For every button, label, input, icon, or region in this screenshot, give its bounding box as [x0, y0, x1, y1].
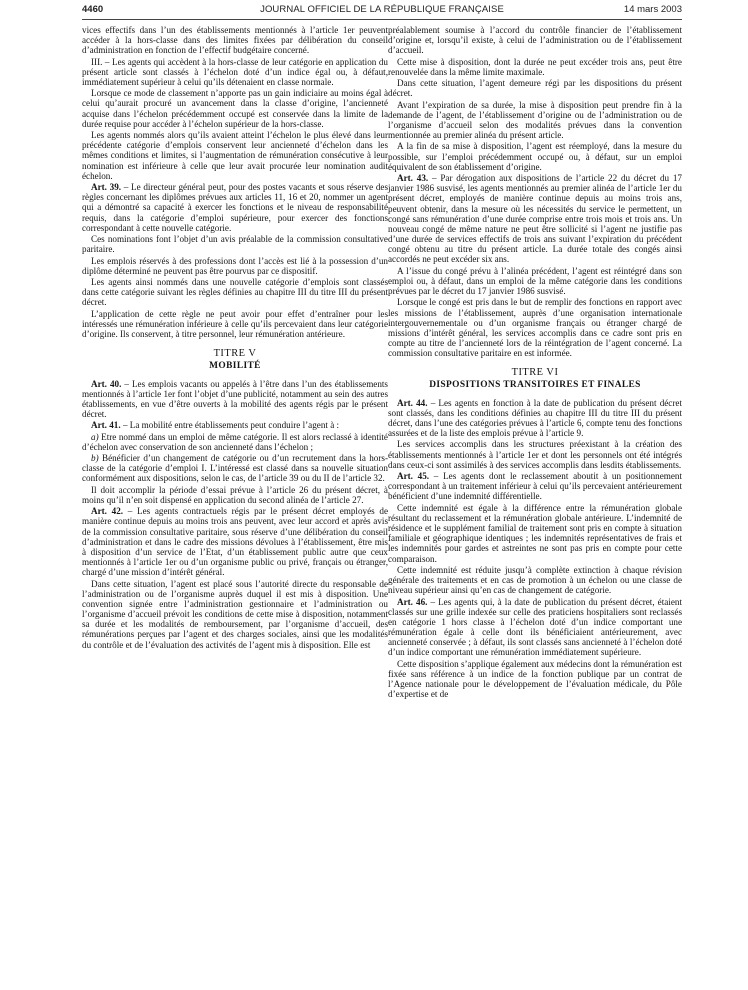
article-text: – Le directeur général peut, pour des postes vacants et sous réserve des règles concernant les diplômes prévues aux articles 11, 16 et 20, nommer un agent qui a démontré sa capacité à exercer les fonctions et le niveau de responsabilité requis, dans la catégorie d’emploi supérieure, pour exercer des fonctions correspondant à cette nouvelle catégorie. [82, 182, 388, 233]
issue-date: 14 mars 2003 [623, 4, 682, 15]
title-v-heading: TITRE V [213, 348, 257, 360]
article-label: Art. 41. [91, 420, 121, 431]
transitional-provisions-heading: DISPOSITIONS TRANSITOIRES ET FINALES [429, 380, 641, 391]
article-label: Art. 45. [397, 471, 430, 482]
item-letter: a) [91, 431, 99, 442]
item-text: Bénéficier d’un changement de catégorie ou d’un recrutement dans la hors-classe de la catégorie d’emploi I. L’intéressé est classé dans sa nouvelle situation conformément aux dispositions, selon le cas, de l’article 39 ou du II de l’article 32. [82, 453, 388, 484]
paragraph: Lorsque ce mode de classement n’apporte pas un gain indiciaire au moins égal à celui qu’aurait procuré un avancement dans la classe d’origine, l’ancienneté acquise dans l’échelon précédemment occupé est conservée dans la limite de la durée requise pour accéder à l’échelon supérieur de la hors-classe. [82, 88, 388, 129]
header-rule [82, 19, 682, 20]
article-45 [388, 471, 682, 501]
paragraph: III. – Les agents qui accèdent à la hors-classe de leur catégorie en application du présent article sont classés à l’échelon doté d’un indice égal ou, à défaut, immédiatement supérieur à celui qu’ils détenaient en classe normale. [82, 56, 388, 87]
article-label: Art. 42. [91, 506, 124, 517]
paragraph: Cette indemnité est égale à la différence entre la rémunération globale résultant du reclassement et la rémunération globale antérieure. L’indemnité de résidence et le supplément familial de traitement sont pris en compte à situation familiale et géographique identiques ; les indemnités représentatives de frais et les indemnités pour gardes et astreintes ne sont pas pris en compte pour cette comparaison. [388, 502, 682, 564]
article-text: – Les emplois vacants ou appelés à l’être dans l’un des établissements mentionnés à l’article 1er font l’objet d’une publicité, notamment au sein des autres établissements, en vue d’être ouverts à la mobilité des agents régis par le présent décret. [82, 378, 388, 419]
paragraph: Avant l’expiration de sa durée, la mise à disposition peut prendre fin à la demande de l’agent, de l’établissement d’origine ou de l’administration ou de l’organisme d’accueil selon des modalités prévues dans la convention mentionnée au premier alinéa du présent article. [388, 99, 682, 141]
list-item-b [82, 453, 388, 483]
article-43 [388, 173, 682, 264]
title-vi-heading: TITRE VI [511, 367, 559, 379]
paragraph: Cette indemnité est réduite jusqu’à complète extinction à chaque révision générale des traitements et en cas de promotion à un échelon ou une classe de niveau supérieur ainsi qu’en cas de changement de catégorie. [388, 564, 682, 596]
paragraph: Les services accomplis dans les structures préexistant à la création des établissements mentionnés à l’article 1er et dont les personnels ont été intégrés dans ceux-ci sont assimilés à des services accomplis dans lesdits établissements. [388, 439, 682, 470]
paragraph: Les emplois réservés à des professions dont l’accès est lié à la possession d’un diplôme déterminé ne peuvent pas être pourvus par ce dispositif. [82, 255, 388, 276]
paragraph: Cette mise à disposition, dont la durée ne peut excéder trois ans, peut être renouvelée dans la même limite maximale. [388, 56, 682, 77]
paragraph: A l’issue du congé prévu à l’alinéa précédent, l’agent est réintégré dans son emploi ou, à défaut, dans un emploi de la même catégorie dans les conditions prévues par le décret du 17 janvier 1986 susvisé. [388, 265, 682, 297]
paragraph: Cette disposition s’applique également aux médecins dont la rémunération est fixée sans référence à un indice de la fonction publique par un contrat de l’Agence nationale pour le développement de l’évaluation médicale, du Pôle d’expertise et de [388, 658, 682, 700]
paragraph: vices effectifs dans l’un des établissements mentionnés à l’article 1er peuvent accéder à la hors-classe dans des limites fixées par délibération du conseil d’administration en fonction de l’effectif budgétaire concerné. [82, 25, 388, 56]
article-39 [82, 182, 388, 233]
article-label: Art. 39. [91, 182, 122, 193]
item-text: Etre nommé dans un emploi de même catégorie. Il est alors reclassé à identité d’échelon avec conservation de son ancienneté dans l’échelon ; [82, 431, 388, 452]
page-header [82, 4, 682, 18]
item-letter: b) [91, 453, 99, 464]
article-label: Art. 40. [91, 378, 122, 389]
article-46 [388, 597, 682, 658]
paragraph: Il doit accomplir la période d’essai prévue à l’article 26 du présent décret, à moins qu’il n’en soit dispensé en application du second alinéa de l’article 27. [82, 484, 388, 505]
article-text: – Les agents dont le reclassement aboutit à un positionnement correspondant à un traitement inférieur à celui qu’ils percevaient antérieurement bénéficient d’une indemnité différentielle. [388, 471, 683, 502]
paragraph: préalablement soumise à l’accord du contrôle financier de l’établissement d’origine et, lorsqu’il existe, à celui de l’administration ou de l’établissement d’accueil. [388, 25, 682, 56]
mobility-heading: MOBILITÉ [209, 361, 261, 372]
article-label: Art. 46. [397, 596, 428, 607]
journal-title: JOURNAL OFFICIEL DE LA RÉPUBLIQUE FRANÇAISE [260, 4, 504, 15]
article-text: – Par dérogation aux dispositions de l’article 22 du décret du 17 janvier 1986 susvisé, les agents mentionnés au premier alinéa de l’article 1er du présent décret, employés de manière continue depuis au moins trois ans, peuvent obtenir, dans la mesure où les nécessités du service le permettent, un congé sans rémunération d’une durée comprise entre trois mois et trois ans. Un nouveau congé de même nature ne peut être sollicité si l’agent ne justifie pas d’une durée de services effectifs de trois ans suivant l’expiration du précédent congé obtenu au titre du présent article. La durée totale des congés ainsi accordés ne peut excéder six ans. [388, 173, 682, 265]
paragraph: Dans cette situation, l’agent est placé sous l’autorité directe du responsable de l’administration ou de l’organisme auprès duquel il est mis à disposition. Une convention signée entre l’administration gestionnaire et l’administration ou l’organisme d’accueil prévoit les conditions de cette mise à disposition, notamment sa durée et les modalités de remboursement, par l’organisme d’accueil, des rémunérations perçues par l’agent et des charges sociales, ainsi que les modalités du contrôle et de l’évaluation des activités de l’agent mis à disposition. Elle est [82, 578, 388, 650]
article-text: – La mobilité entre établissements peut conduire l’agent à : [120, 420, 340, 431]
article-text: – Les agents en fonction à la date de publication du présent décret sont classés, dans les conditions définies au chapitre III du titre III du présent décret, dans l’une des catégories prévues à l’article 6, compte tenu des fonctions assurées et de la liste des emplois prévue à l’article 9. [388, 397, 682, 439]
right-column [388, 25, 682, 700]
article-40 [82, 379, 388, 420]
paragraph: A la fin de sa mise à disposition, l’agent est réemployé, dans la mesure du possible, sur l’emploi précédemment occupé ou, à défaut, sur un emploi équivalent de son établissement d’origine. [388, 141, 682, 172]
article-text: – Les agents contractuels régis par le présent décret employés de manière continue depuis au moins trois ans peuvent, avec leur accord et après avis de la commission consultative paritaire, sous réserve d’une délibération du conseil d’administration et dans le cadre des missions dévolues à l’établissement, être mis à disposition d’un service de l’Etat, d’un établissement public autre que ceux mentionnés à l’article 1er ou d’un organisme public ou privé, français ou étranger, chargé d’une mission d’intérêt général. [82, 506, 388, 578]
paragraph: Dans cette situation, l’agent demeure régi par les dispositions du présent décret. [388, 78, 682, 99]
article-label: Art. 44. [397, 397, 428, 408]
left-column [82, 25, 388, 651]
paragraph: Ces nominations font l’objet d’un avis préalable de la commission consultative paritaire. [82, 234, 388, 255]
paragraph: Les agents ainsi nommés dans une nouvelle catégorie d’emplois sont classés dans cette catégorie suivant les règles définies au chapitre III du titre III du présent décret. [82, 277, 388, 308]
paragraph: Les agents nommés alors qu’ils avaient atteint l’échelon le plus élevé dans leur précédente catégorie d’emplois conservent leur ancienneté d’échelon dans les mêmes conditions et limites, si l’augmentation de rémunération consécutive à leur nomination est inférieure à celle que leur avait procurée leur nomination audit échelon. [82, 130, 388, 181]
article-42 [82, 506, 388, 577]
article-41 [82, 420, 388, 430]
list-item-a [82, 432, 388, 452]
article-44 [388, 398, 682, 439]
paragraph: Lorsque le congé est pris dans le but de remplir des fonctions en rapport avec les missions de l’établissement, auprès d’une organisation internationale intergouvernementale ou d’un organisme français ou étranger chargé de missions d’intérêt général, les services accomplis dans ce cadre sont pris en compte au titre de l’ancienneté lors de la réintégration de l’agent concerné. La commission consultative paritaire en est informée. [388, 297, 682, 359]
paragraph: L’application de cette règle ne peut avoir pour effet d’entraîner pour les intéressés une rémunération inférieure à celle qu’ils percevaient dans leur catégorie d’origine. Ils conservent, à titre personnel, leur rémunération antérieure. [82, 308, 388, 340]
article-label: Art. 43. [397, 173, 429, 184]
page-number: 4460 [82, 4, 104, 15]
article-text: – Les agents qui, à la date de publication du présent décret, étaient classés sur une grille indexée sur celle des praticiens hospitaliers sont reclassés en catégorie 1 hors classe à l’échelon doté d’un indice comportant une rémunération égale à celle dont ils bénéficiaient antérieurement, avec ancienneté conservée ; à défaut, ils sont classés sans ancienneté à l’échelon doté d’un indice comportant une rémunération immédiatement supérieure. [388, 596, 682, 658]
